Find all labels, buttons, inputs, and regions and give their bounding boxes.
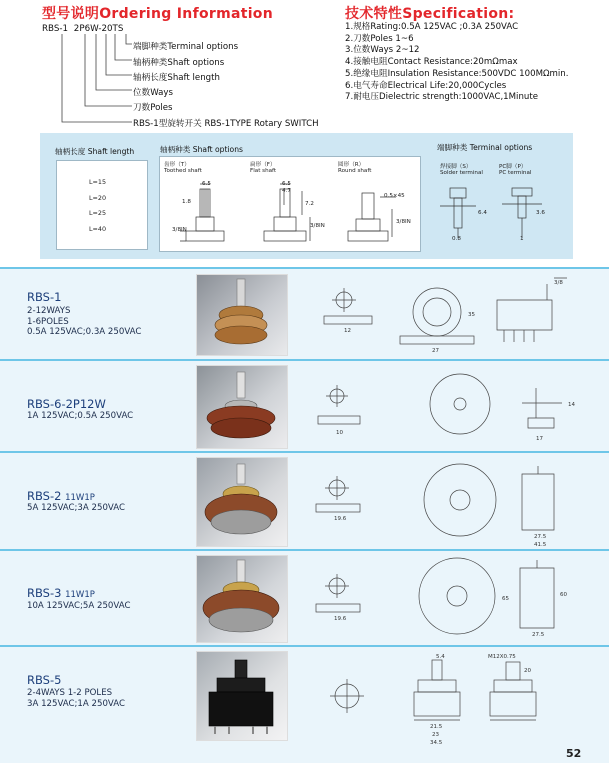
shaft-options-box (159, 156, 421, 252)
solder-terminal-cn: 焊接脚（S） (440, 164, 472, 170)
product-description (27, 688, 125, 709)
dim-label: 3/8IN (172, 227, 187, 233)
length-option: L=25 (89, 209, 107, 218)
poles-label: 刀数Poles (133, 103, 173, 113)
product-suffix: 11W1P (65, 590, 95, 600)
flat-shaft-cn: 扁形（F） (250, 162, 276, 168)
product-description (27, 306, 141, 338)
product-suffix: 11W1P (65, 493, 95, 503)
spec-item: 1.规格Rating:0.5A 125VAC ;0.3A 250VAC (345, 22, 519, 32)
technical-drawing-rbs-3 (292, 556, 592, 644)
product-photo-rbs-2 (196, 457, 288, 547)
shaft-length-header: 轴柄长度 Shaft length (55, 147, 135, 156)
dim-label: 27.5 (534, 534, 547, 540)
product-name: RBS-5 (27, 673, 62, 687)
spec-list (345, 22, 568, 104)
spec-item: 2.刀数Poles 1~6 (345, 33, 414, 44)
length-option: L=15 (89, 178, 107, 186)
spec-item: 4.接触电阻Contact Resistance:20mΩmax (345, 57, 518, 68)
dim-label: 35 (468, 312, 475, 318)
length-option: L=20 (89, 193, 107, 202)
product-spec-line: 1-6POLES (27, 316, 69, 327)
dim-label: M12X0.75 (488, 654, 516, 660)
dim-label: 6.5 (202, 181, 211, 187)
dim-label: 21.5 (430, 724, 443, 730)
dim-label: 3/8IN (396, 219, 411, 225)
solder-terminal-en: Solder terminal (440, 170, 483, 176)
dim-label: 27 (432, 348, 439, 354)
product-spec-line: 2-4WAYS 1-2 POLES (27, 688, 113, 698)
dim-label: 7.2 (305, 201, 314, 207)
product-spec-line: 10A 125VAC;5A 250VAC (27, 601, 131, 611)
toothed-shaft-cn: 齿形（T） (164, 162, 190, 168)
pc-terminal-en: PC terminal (499, 170, 532, 176)
shaft-options-header: 轴柄种类 Shaft options (160, 145, 243, 154)
dim-label: 10 (336, 430, 343, 436)
product-model: RBS-3 (27, 586, 62, 600)
dim-label: 20 (524, 668, 531, 674)
dim-label: 19.6 (334, 516, 347, 522)
product-name (27, 586, 95, 600)
dim-label: 1.8 (182, 199, 191, 205)
dim-label: 0.8 (452, 236, 461, 242)
round-shaft-en: Round shaft (338, 168, 372, 174)
product-spec-line: 3A 125VAC;1A 250VAC (27, 698, 125, 709)
product-name: RBS-1 (27, 290, 62, 304)
switch-type-label: RBS-1型旋转开关 RBS-1TYPE Rotary SWITCH (133, 119, 319, 129)
flat-shaft-en: Flat shaft (250, 168, 277, 174)
shaft-length-label: 轴柄长度Shaft length (133, 73, 220, 83)
product-spec-line: 0.5A 125VAC;0.3A 250VAC (27, 327, 142, 337)
dim-label: 6.5 (282, 181, 291, 187)
ordering-title: 型号说明Ordering Information (42, 6, 273, 22)
dim-label: 4.7 (282, 188, 291, 194)
product-description (27, 411, 133, 422)
model-code-part1: RBS-1 (42, 24, 69, 34)
terminal-options-header: 端脚种类 Terminal options (437, 143, 533, 152)
dim-label: 0.5×45 (384, 193, 405, 199)
product-description (27, 503, 125, 514)
product-name: RBS-6-2P12W (27, 397, 106, 411)
pc-terminal-cn: PC脚（P） (499, 164, 527, 170)
product-spec-line: 5A 125VAC;3A 250VAC (27, 503, 125, 513)
technical-drawing-rbs-2 (292, 460, 592, 548)
dim-label: 27.5 (532, 632, 545, 638)
toothed-shaft-drawing (166, 179, 246, 249)
dim-label: 3.6 (536, 210, 545, 216)
dim-label: 3/8IN (310, 223, 325, 229)
spec-item: 6.电气寿命Electrical Life:20,000Cycles (345, 80, 507, 91)
dim-label: 65 (502, 596, 509, 602)
dim-label: 60 (560, 592, 567, 598)
shaft-length-box (56, 160, 148, 250)
technical-drawing-rbs-6 (292, 368, 592, 448)
product-spec-line: 1A 125VAC;0.5A 250VAC (27, 411, 134, 421)
round-shaft-drawing (340, 179, 420, 249)
dim-label: 6.4 (478, 210, 487, 216)
dim-label: 41.5 (534, 542, 547, 548)
shaft-options-label: 轴柄种类Shaft options (133, 58, 225, 68)
round-shaft-cn: 圆形（R） (338, 162, 365, 168)
product-spec-line: 2-12WAYS (27, 306, 71, 316)
dim-label: 19.6 (334, 616, 347, 622)
dim-label: 12 (344, 328, 351, 334)
flat-shaft-drawing (252, 179, 332, 249)
product-photo-rbs-3 (196, 555, 288, 643)
ways-label: 位数Ways (133, 88, 173, 98)
dim-label: 3/8 (554, 280, 563, 286)
page-number: 52 (566, 747, 582, 760)
ordering-bracket-lines (60, 33, 140, 127)
spec-title: 技术特性Specification: (345, 6, 515, 22)
spec-item: 7.耐电压Dielectric strength:1000VAC,1Minute (345, 92, 538, 103)
dim-label: 17 (536, 436, 543, 442)
product-description (27, 601, 130, 612)
length-option: L=40 (89, 224, 107, 233)
dim-label: 14 (568, 402, 575, 408)
product-model: RBS-2 (27, 489, 62, 503)
technical-drawing-rbs-5 (292, 650, 592, 750)
dim-label: 1 (520, 236, 524, 242)
product-photo-rbs-1 (196, 274, 288, 356)
toothed-shaft-en: Toothed shaft (164, 168, 202, 174)
spec-item: 5.绝缘电阻Insulation Resistance:500VDC 100MΩmin. (345, 68, 569, 79)
terminal-options-label: 端脚种类Terminal options (133, 42, 239, 52)
dim-label: 34.5 (430, 740, 443, 746)
dim-label: 23 (432, 732, 439, 738)
product-photo-rbs-6 (196, 365, 288, 449)
technical-drawing-rbs-1 (292, 276, 592, 356)
product-name (27, 489, 95, 503)
model-code-part2: 2P6W-20TS (73, 24, 124, 34)
product-photo-rbs-5 (196, 651, 288, 741)
spec-item: 3.位数Ways 2~12 (345, 45, 420, 56)
dim-label: 5.4 (436, 654, 445, 660)
